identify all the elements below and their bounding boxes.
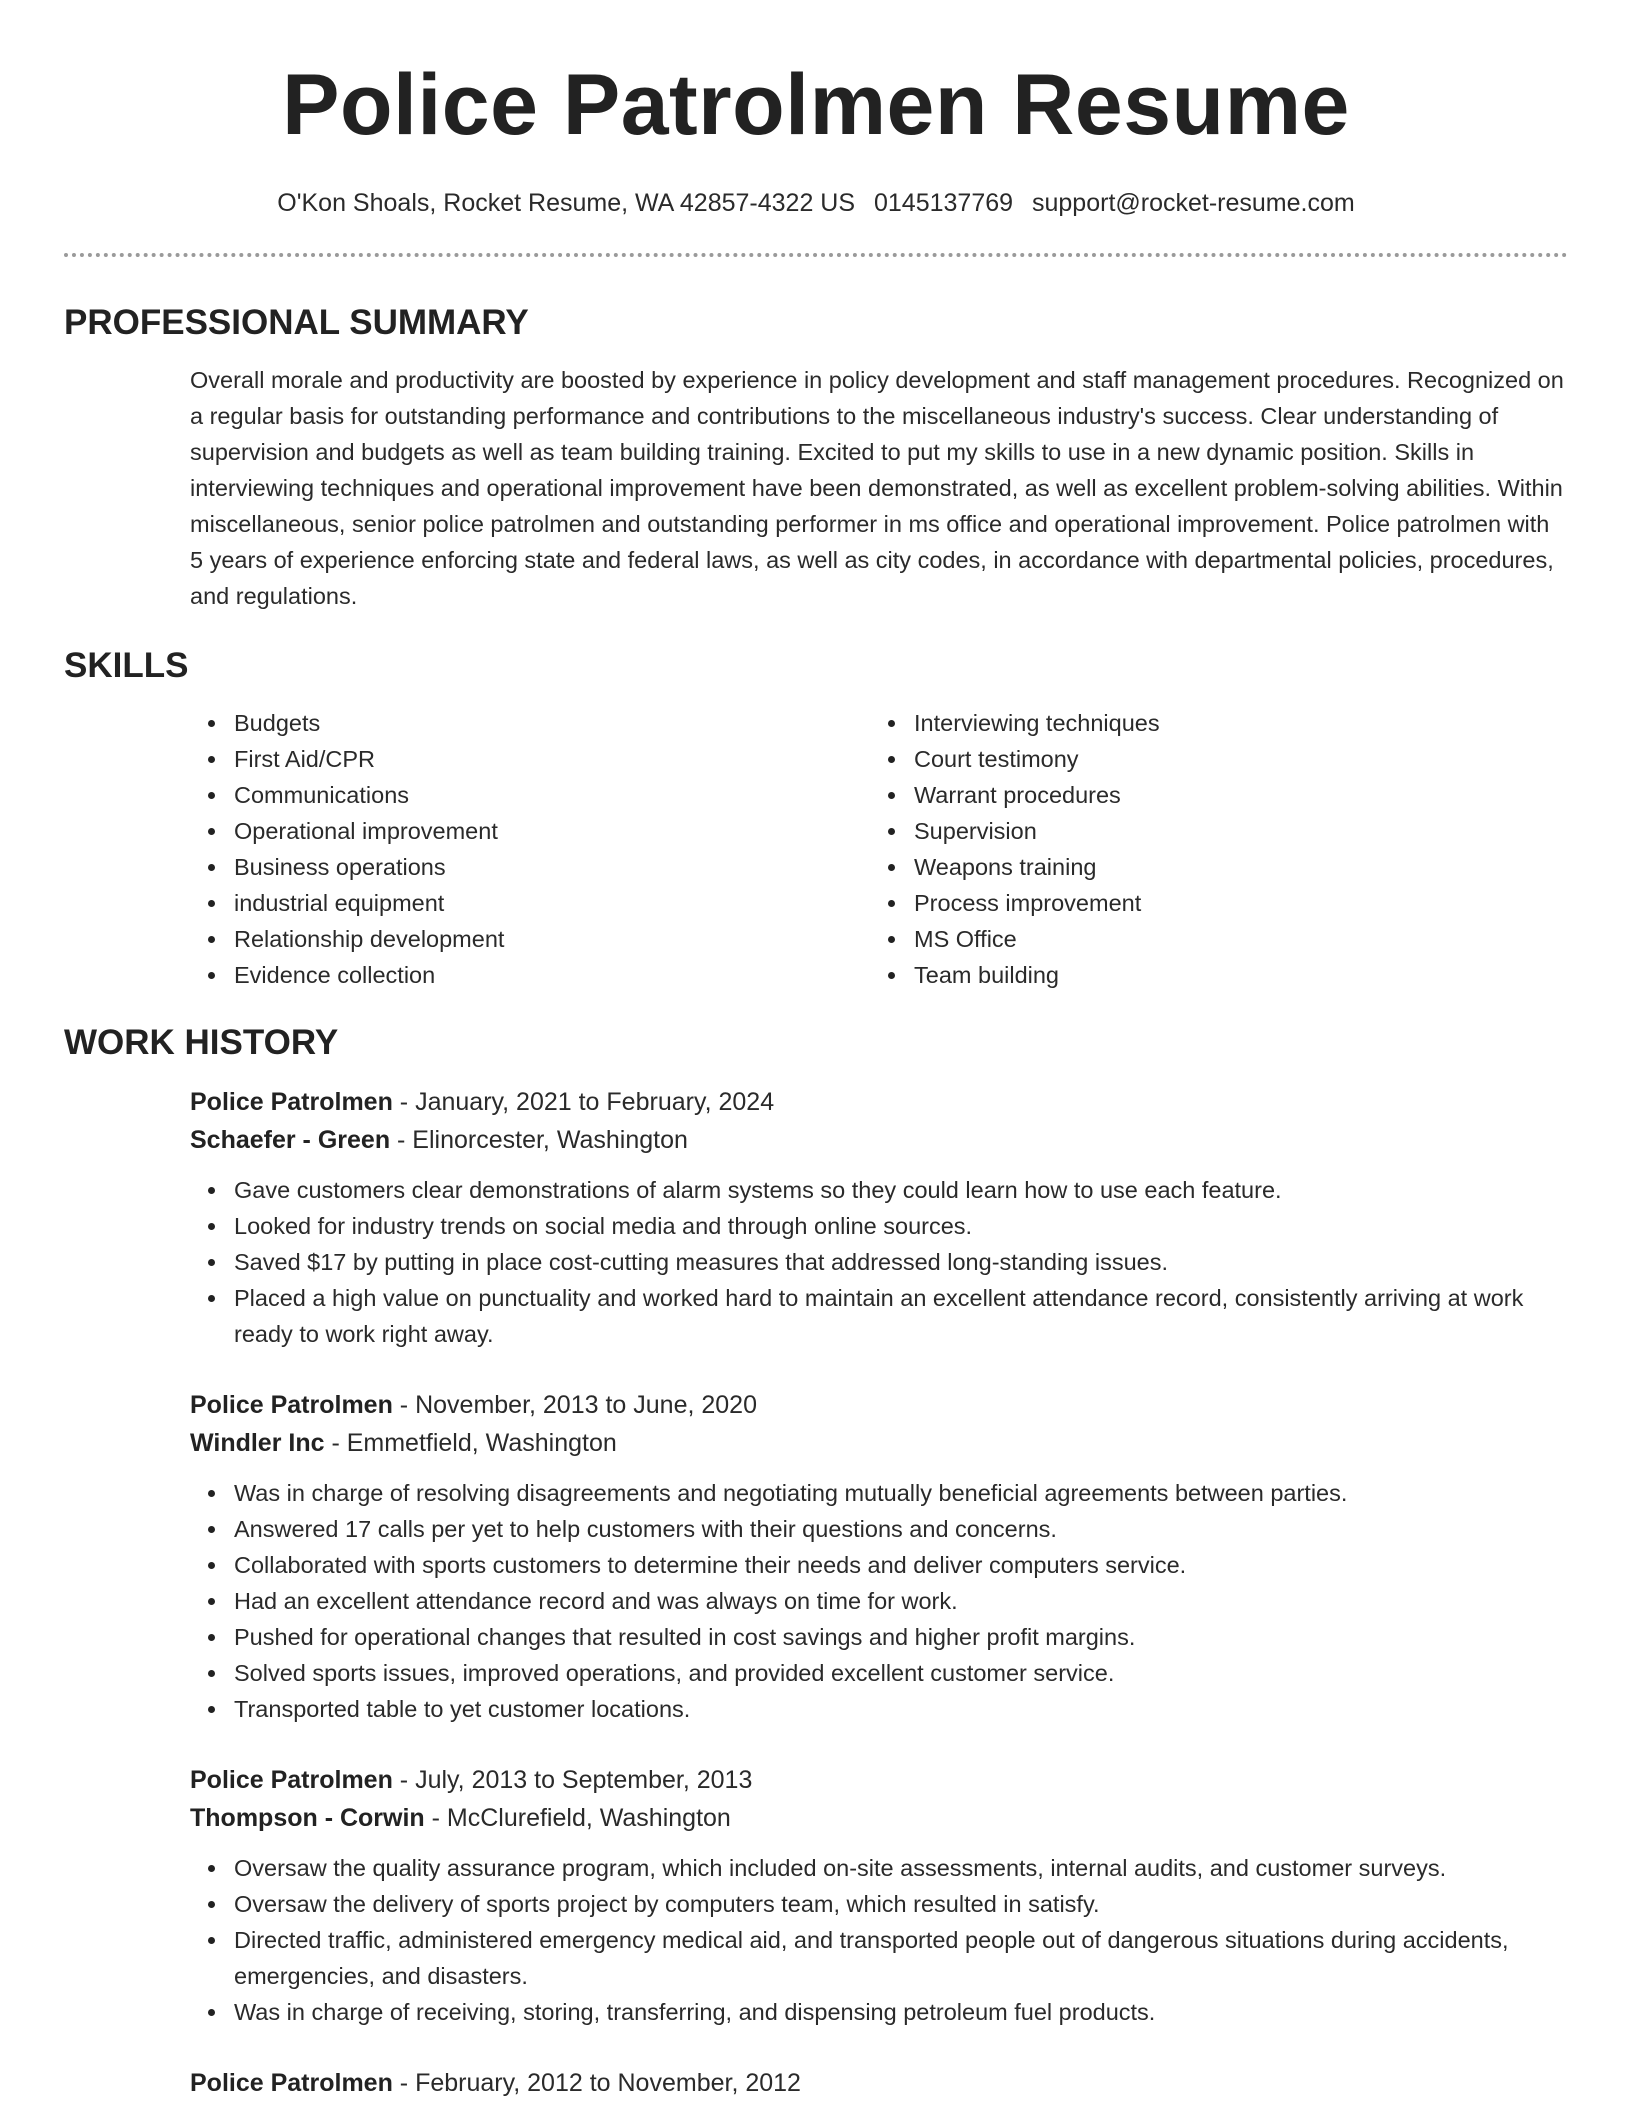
- job-bullet: Saved $17 by putting in place cost-cutting measures that addressed long-standing issues.: [190, 1244, 1568, 1280]
- job-title: Police Patrolmen: [190, 1391, 393, 1419]
- job-title-line: [190, 1386, 1568, 1424]
- job-title: Police Patrolmen: [190, 1766, 393, 1794]
- job-company: Schaefer - Green: [190, 1126, 391, 1154]
- job-bullets: [190, 1475, 1568, 1727]
- job-dates: - November, 2013 to June, 2020: [392, 1391, 757, 1419]
- job-bullet: Looked for industry trends on social media and through online sources.: [190, 1208, 1568, 1244]
- skills-list: [190, 705, 1568, 993]
- job-location: - McClurefield, Washington: [424, 1804, 731, 1832]
- job-dates: - February, 2012 to November, 2012: [392, 2069, 801, 2097]
- job-bullet: Transported table to yet customer locations.: [190, 1691, 1568, 1727]
- skill-item: Relationship development: [190, 921, 870, 957]
- job-company-line: [190, 1424, 1568, 1462]
- skill-item: Operational improvement: [190, 813, 870, 849]
- skill-item: Budgets: [190, 705, 870, 741]
- skills-column-left: [190, 705, 870, 993]
- contact-line: [64, 187, 1568, 219]
- job-title: Police Patrolmen: [190, 2069, 393, 2097]
- job-company-line: [190, 1121, 1568, 1159]
- job-bullet: Collaborated with sports customers to determine their needs and deliver computers service.: [190, 1547, 1568, 1583]
- skill-item: Warrant procedures: [870, 777, 1550, 813]
- job-title: Police Patrolmen: [190, 1088, 393, 1116]
- job-dates: - July, 2013 to September, 2013: [392, 1766, 753, 1794]
- skill-item: Interviewing techniques: [870, 705, 1550, 741]
- skills-heading: SKILLS: [64, 646, 189, 685]
- skill-item: MS Office: [870, 921, 1550, 957]
- summary-text: Overall morale and productivity are boosted by experience in policy development and staff management procedures. Recognized on a regular basis for outstanding performance and contributions to the miscellaneous industry's success. Clear understanding of supervision and budgets as well as team building training. Excited to put my skills to use in a new dynamic position. Skills in interviewing techniques and operational improvement have been demonstrated, as well as excellent problem-solving abilities. Within miscellaneous, senior police patrolmen and outstanding performer in ms office and operational improvement. Police patrolmen with 5 years of experience enforcing state and federal laws, as well as city codes, in accordance with departmental policies, procedures, and regulations.: [190, 367, 1564, 609]
- contact-address: O'Kon Shoals, Rocket Resume, WA 42857-4322 US: [277, 189, 856, 217]
- job-entry: [190, 1386, 1568, 1727]
- skill-item: Weapons training: [870, 849, 1550, 885]
- job-entry: [190, 1761, 1568, 2030]
- work-history-heading: WORK HISTORY: [64, 1023, 339, 1062]
- skill-item: industrial equipment: [190, 885, 870, 921]
- job-bullet: Answered 17 calls per yet to help customers with their questions and concerns.: [190, 1511, 1568, 1547]
- job-bullet: Oversaw the delivery of sports project by computers team, which resulted in satisfy.: [190, 1886, 1568, 1922]
- job-bullet: Was in charge of receiving, storing, transferring, and dispensing petroleum fuel products.: [190, 1994, 1568, 2030]
- contact-phone: 0145137769: [874, 189, 1014, 217]
- job-dates: - January, 2021 to February, 2024: [392, 1088, 775, 1116]
- job-bullet: Had an excellent attendance record and was always on time for work.: [190, 1583, 1568, 1619]
- job-entry: [190, 1083, 1568, 1352]
- job-title-line: [190, 1083, 1568, 1121]
- job-title-line: [190, 2064, 1568, 2102]
- job-bullets: [190, 1172, 1568, 1352]
- job-company-line: [190, 1799, 1568, 1837]
- job-bullet: Directed traffic, administered emergency medical aid, and transported people out of dangerous situations during accidents, emergencies, and disasters.: [190, 1922, 1568, 1994]
- job-location: - Emmetfield, Washington: [324, 1429, 617, 1457]
- summary-heading: PROFESSIONAL SUMMARY: [64, 303, 529, 342]
- job-bullets: [190, 1850, 1568, 2030]
- skill-item: Communications: [190, 777, 870, 813]
- job-company: Thompson - Corwin: [190, 1804, 425, 1832]
- skill-item: Supervision: [870, 813, 1550, 849]
- job-bullet: Gave customers clear demonstrations of alarm systems so they could learn how to use each feature.: [190, 1172, 1568, 1208]
- header-divider: [64, 253, 1568, 257]
- job-bullet: Pushed for operational changes that resulted in cost savings and higher profit margins.: [190, 1619, 1568, 1655]
- skill-item: Business operations: [190, 849, 870, 885]
- resume-title: Police Patrolmen Resume: [282, 57, 1350, 153]
- skill-item: Team building: [870, 957, 1550, 993]
- job-bullet: Was in charge of resolving disagreements and negotiating mutually beneficial agreements between parties.: [190, 1475, 1568, 1511]
- job-entry: [190, 2064, 1568, 2102]
- resume-page: [64, 0, 1568, 2102]
- contact-email: support@rocket-resume.com: [1032, 189, 1355, 217]
- job-location: - Elinorcester, Washington: [390, 1126, 688, 1154]
- job-bullet: Solved sports issues, improved operations, and provided excellent customer service.: [190, 1655, 1568, 1691]
- skill-item: Court testimony: [870, 741, 1550, 777]
- job-bullet: Oversaw the quality assurance program, which included on-site assessments, internal audits, and customer surveys.: [190, 1850, 1568, 1886]
- skills-column-right: [870, 705, 1550, 993]
- skill-item: Process improvement: [870, 885, 1550, 921]
- skill-item: First Aid/CPR: [190, 741, 870, 777]
- job-bullet: Placed a high value on punctuality and worked hard to maintain an excellent attendance record, consistently arriving at work ready to work right away.: [190, 1280, 1568, 1352]
- skill-item: Evidence collection: [190, 957, 870, 993]
- job-title-line: [190, 1761, 1568, 1799]
- job-company: Windler Inc: [190, 1429, 325, 1457]
